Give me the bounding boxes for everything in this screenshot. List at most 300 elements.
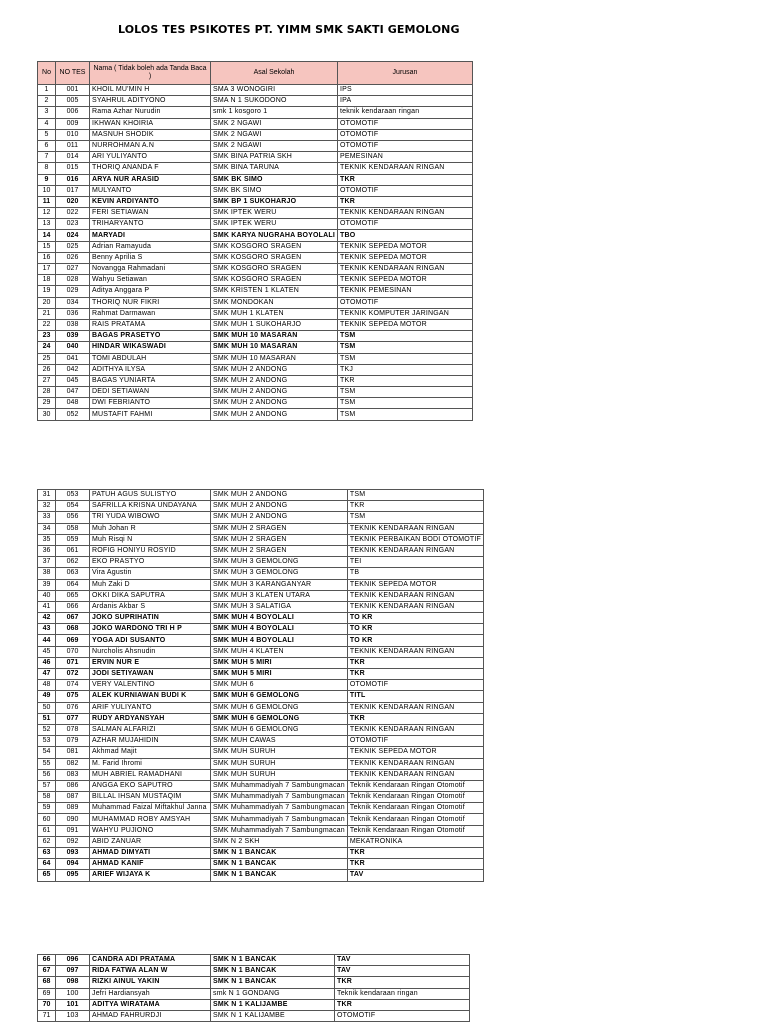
school-name: SMK 2 NGAWI <box>211 129 338 140</box>
row-number: 28 <box>38 387 56 398</box>
table-row <box>38 174 473 185</box>
test-number: 058 <box>56 523 90 534</box>
table-row <box>38 85 473 96</box>
test-number: 093 <box>56 848 90 859</box>
row-number: 24 <box>38 342 56 353</box>
participant-name: Muhammad Faizal Miftakhul Janna <box>90 803 211 814</box>
participant-name: DWI FEBRIANTO <box>90 398 211 409</box>
row-number: 47 <box>38 669 56 680</box>
table-row <box>38 523 484 534</box>
school-name: smk 1 kosgoro 1 <box>211 107 338 118</box>
row-number: 15 <box>38 241 56 252</box>
major-name: OTOMOTIF <box>347 736 483 747</box>
table-row <box>38 680 484 691</box>
test-number: 052 <box>56 409 90 420</box>
row-number: 25 <box>38 353 56 364</box>
participant-name: ARIF YULIYANTO <box>90 702 211 713</box>
participant-name: TRI YUDA WIBOWO <box>90 512 211 523</box>
participant-name: MARYADI <box>90 230 211 241</box>
participant-name: JODI SETIYAWAN <box>90 669 211 680</box>
participant-name: Vira Agustin <box>90 568 211 579</box>
table-row <box>38 635 484 646</box>
major-name: TEKNIK SEPEDA MOTOR <box>347 579 483 590</box>
school-name: SMK N 1 KALIJAMBE <box>211 999 335 1010</box>
row-number: 66 <box>38 955 56 966</box>
major-name: TKR <box>347 669 483 680</box>
row-number: 34 <box>38 523 56 534</box>
participant-name: AHMAD DIMYATI <box>90 848 211 859</box>
test-number: 075 <box>56 691 90 702</box>
major-name: IPS <box>338 85 473 96</box>
table-row <box>38 624 484 635</box>
major-name: OTOMOTIF <box>338 140 473 151</box>
table-row <box>38 118 473 129</box>
table-row <box>38 825 484 836</box>
major-name: TKR <box>347 713 483 724</box>
participant-name: Aditya Anggara P <box>90 286 211 297</box>
school-name: SMK MUH 4 BOYOLALI <box>211 635 348 646</box>
row-number: 65 <box>38 870 56 881</box>
table-row <box>38 579 484 590</box>
participant-name: Muh Risqi N <box>90 534 211 545</box>
major-name: TKR <box>347 657 483 668</box>
school-name: SMK MUH 3 GEMOLONG <box>211 557 348 568</box>
table-row <box>38 590 484 601</box>
table-row <box>38 988 470 999</box>
row-number: 23 <box>38 331 56 342</box>
row-number: 56 <box>38 769 56 780</box>
row-number: 50 <box>38 702 56 713</box>
participant-name: AHMAD KANIF <box>90 859 211 870</box>
test-number: 039 <box>56 331 90 342</box>
participant-name: YOGA ADI SUSANTO <box>90 635 211 646</box>
row-number: 37 <box>38 557 56 568</box>
test-number: 074 <box>56 680 90 691</box>
header-no: No <box>38 62 56 85</box>
participant-name: Novangga Rahmadani <box>90 264 211 275</box>
major-name: TEKNIK KENDARAAN RINGAN <box>347 590 483 601</box>
row-number: 8 <box>38 163 56 174</box>
test-number: 086 <box>56 780 90 791</box>
row-number: 19 <box>38 286 56 297</box>
major-name: TAV <box>335 955 470 966</box>
major-name: TEKNIK KOMPUTER JARINGAN <box>338 308 473 319</box>
test-number: 036 <box>56 308 90 319</box>
test-number: 095 <box>56 870 90 881</box>
participant-name: RUDY ARDYANSYAH <box>90 713 211 724</box>
participant-name: SAFRILLA KRISNA UNDAYANA <box>90 501 211 512</box>
major-name: OTOMOTIF <box>335 1010 470 1021</box>
school-name: SMK MUH 2 ANDONG <box>211 409 338 420</box>
row-number: 20 <box>38 297 56 308</box>
school-name: SMA N 1 SUKODONO <box>211 96 338 107</box>
row-number: 38 <box>38 568 56 579</box>
table-row <box>38 613 484 624</box>
test-number: 078 <box>56 724 90 735</box>
test-number: 090 <box>56 814 90 825</box>
table-row <box>38 999 470 1010</box>
results-table-2 <box>37 489 484 882</box>
school-name: SMK IPTEK WERU <box>211 208 338 219</box>
table-row <box>38 966 470 977</box>
test-number: 038 <box>56 319 90 330</box>
participant-name: NURROHMAN A.N <box>90 140 211 151</box>
school-name: SMK MUH 2 ANDONG <box>211 375 338 386</box>
test-number: 067 <box>56 613 90 624</box>
major-name: TKR <box>347 859 483 870</box>
row-number: 42 <box>38 613 56 624</box>
table-row <box>38 96 473 107</box>
major-name: TKR <box>335 999 470 1010</box>
table-row <box>38 657 484 668</box>
participant-name: Muh Johan R <box>90 523 211 534</box>
major-name: IPA <box>338 96 473 107</box>
participant-name: MULYANTO <box>90 185 211 196</box>
test-number: 100 <box>56 988 90 999</box>
test-number: 069 <box>56 635 90 646</box>
school-name: SMK MUH 6 GEMOLONG <box>211 702 348 713</box>
table-row <box>38 568 484 579</box>
participant-name: Akhmad Majit <box>90 747 211 758</box>
major-name: TAV <box>335 966 470 977</box>
table-row <box>38 208 473 219</box>
test-number: 081 <box>56 747 90 758</box>
participant-name: ARYA NUR ARASID <box>90 174 211 185</box>
table-row <box>38 353 473 364</box>
row-number: 30 <box>38 409 56 420</box>
test-number: 041 <box>56 353 90 364</box>
major-name: TSM <box>338 353 473 364</box>
major-name: TEKNIK KENDARAAN RINGAN <box>338 163 473 174</box>
major-name: TKR <box>347 848 483 859</box>
participant-name: Wahyu Setiawan <box>90 275 211 286</box>
table-row <box>38 769 484 780</box>
row-number: 3 <box>38 107 56 118</box>
test-number: 015 <box>56 163 90 174</box>
test-number: 042 <box>56 364 90 375</box>
major-name: TEKNIK KENDARAAN RINGAN <box>347 523 483 534</box>
major-name: OTOMOTIF <box>338 129 473 140</box>
major-name: TEKNIK SEPEDA MOTOR <box>338 275 473 286</box>
participant-name: MUSTAFIT FAHMI <box>90 409 211 420</box>
school-name: SMK MUH 5 MIRI <box>211 669 348 680</box>
row-number: 22 <box>38 319 56 330</box>
participant-name: ADITYA WIRATAMA <box>90 999 211 1010</box>
participant-name: ARI YULIYANTO <box>90 152 211 163</box>
school-name: SMK MUH 6 GEMOLONG <box>211 713 348 724</box>
row-number: 46 <box>38 657 56 668</box>
row-number: 31 <box>38 490 56 501</box>
school-name: SMK KOSGORO SRAGEN <box>211 275 338 286</box>
table-row <box>38 724 484 735</box>
school-name: SMK MUH SURUH <box>211 769 348 780</box>
row-number: 70 <box>38 999 56 1010</box>
test-number: 059 <box>56 534 90 545</box>
table-row <box>38 331 473 342</box>
row-number: 17 <box>38 264 56 275</box>
school-name: SMK MUH 3 KLATEN UTARA <box>211 590 348 601</box>
table-row <box>38 814 484 825</box>
major-name: TKR <box>338 196 473 207</box>
test-number: 034 <box>56 297 90 308</box>
test-number: 026 <box>56 252 90 263</box>
school-name: SMK MUH 6 GEMOLONG <box>211 724 348 735</box>
table-row <box>38 286 473 297</box>
participant-name: KEVIN ARDIYANTO <box>90 196 211 207</box>
major-name: Teknik kendaraan ringan <box>335 988 470 999</box>
row-number: 45 <box>38 646 56 657</box>
row-number: 6 <box>38 140 56 151</box>
table-row <box>38 545 484 556</box>
participant-name: RIDA FATWA ALAN W <box>90 966 211 977</box>
test-number: 023 <box>56 219 90 230</box>
table-row <box>38 736 484 747</box>
school-name: SMK MUH 2 ANDONG <box>211 490 348 501</box>
major-name: TEKNIK SEPEDA MOTOR <box>338 319 473 330</box>
table-row <box>38 758 484 769</box>
row-number: 63 <box>38 848 56 859</box>
test-number: 048 <box>56 398 90 409</box>
participant-name: Rahmat Darmawan <box>90 308 211 319</box>
participant-name: TOMI ABDULAH <box>90 353 211 364</box>
participant-name: RIZKI AINUL YAKIN <box>90 977 211 988</box>
major-name: Teknik Kendaraan Ringan Otomotif <box>347 792 483 803</box>
row-number: 64 <box>38 859 56 870</box>
major-name: TEKNIK KENDARAAN RINGAN <box>347 769 483 780</box>
major-name: TEKNIK SEPEDA MOTOR <box>347 747 483 758</box>
table-row <box>38 490 484 501</box>
school-name: SMK IPTEK WERU <box>211 219 338 230</box>
school-name: SMK Muhammadiyah 7 Sambungmacan <box>211 792 348 803</box>
table-row <box>38 364 473 375</box>
major-name: TSM <box>347 512 483 523</box>
participant-name: HINDAR WIKASWADI <box>90 342 211 353</box>
major-name: OTOMOTIF <box>338 219 473 230</box>
major-name: TEKNIK SEPEDA MOTOR <box>338 252 473 263</box>
school-name: SMK 2 NGAWI <box>211 118 338 129</box>
major-name: Teknik Kendaraan Ringan Otomotif <box>347 803 483 814</box>
participant-name: PATUH AGUS SULISTYO <box>90 490 211 501</box>
row-number: 49 <box>38 691 56 702</box>
school-name: SMK N 1 KALIJAMBE <box>211 1010 335 1021</box>
participant-name: BAGAS YUNIARTA <box>90 375 211 386</box>
school-name: SMK MONDOKAN <box>211 297 338 308</box>
school-name: SMK MUH 1 SUKOHARJO <box>211 319 338 330</box>
table-row <box>38 691 484 702</box>
test-number: 079 <box>56 736 90 747</box>
test-number: 053 <box>56 490 90 501</box>
table-row <box>38 196 473 207</box>
school-name: SMK KOSGORO SRAGEN <box>211 264 338 275</box>
row-number: 60 <box>38 814 56 825</box>
major-name: TEKNIK PERBAIKAN BODI OTOMOTIF <box>347 534 483 545</box>
participant-name: Nurcholis Ahsnudin <box>90 646 211 657</box>
table-row <box>38 792 484 803</box>
table-row <box>38 702 484 713</box>
participant-name: FERI SETIAWAN <box>90 208 211 219</box>
test-number: 056 <box>56 512 90 523</box>
table-row <box>38 977 470 988</box>
test-number: 047 <box>56 387 90 398</box>
table-row <box>38 859 484 870</box>
table-row <box>38 409 473 420</box>
school-name: SMK MUH 2 SRAGEN <box>211 523 348 534</box>
test-number: 017 <box>56 185 90 196</box>
test-number: 006 <box>56 107 90 118</box>
major-name: TEKNIK KENDARAAN RINGAN <box>338 264 473 275</box>
participant-name: WAHYU PUJIONO <box>90 825 211 836</box>
major-name: teknik kendaraan ringan <box>338 107 473 118</box>
participant-name: EKO PRASTYO <box>90 557 211 568</box>
school-name: SMK 2 NGAWI <box>211 140 338 151</box>
test-number: 010 <box>56 129 90 140</box>
test-number: 071 <box>56 657 90 668</box>
participant-name: ABID ZANUAR <box>90 836 211 847</box>
participant-name: Rama Azhar Nurudin <box>90 107 211 118</box>
major-name: TEKNIK KENDARAAN RINGAN <box>347 601 483 612</box>
participant-name: VERY VALENTINO <box>90 680 211 691</box>
school-name: SMA 3 WONOGIRI <box>211 85 338 96</box>
participant-name: MUHAMMAD ROBY AMSYAH <box>90 814 211 825</box>
row-number: 7 <box>38 152 56 163</box>
row-number: 55 <box>38 758 56 769</box>
table-row <box>38 163 473 174</box>
results-table-3 <box>37 954 470 1022</box>
school-name: SMK MUH 1 KLATEN <box>211 308 338 319</box>
major-name: TO KR <box>347 624 483 635</box>
test-number: 045 <box>56 375 90 386</box>
test-number: 066 <box>56 601 90 612</box>
major-name: TEKNIK SEPEDA MOTOR <box>338 241 473 252</box>
school-name: SMK MUH 3 GEMOLONG <box>211 568 348 579</box>
participant-name: JOKO SUPRIHATIN <box>90 613 211 624</box>
school-name: SMK MUH 4 BOYOLALI <box>211 624 348 635</box>
row-number: 4 <box>38 118 56 129</box>
test-number: 083 <box>56 769 90 780</box>
table-header-row <box>38 62 473 85</box>
school-name: smk N 1 GONDANG <box>211 988 335 999</box>
school-name: SMK BP 1 SUKOHARJO <box>211 196 338 207</box>
row-number: 32 <box>38 501 56 512</box>
major-name: Teknik Kendaraan Ringan Otomotif <box>347 780 483 791</box>
school-name: SMK MUH 4 KLATEN <box>211 646 348 657</box>
table-row <box>38 501 484 512</box>
row-number: 36 <box>38 545 56 556</box>
major-name: TB <box>347 568 483 579</box>
row-number: 14 <box>38 230 56 241</box>
major-name: TEKNIK KENDARAAN RINGAN <box>347 646 483 657</box>
row-number: 5 <box>38 129 56 140</box>
table-row <box>38 780 484 791</box>
row-number: 52 <box>38 724 56 735</box>
school-name: SMK KOSGORO SRAGEN <box>211 241 338 252</box>
school-name: SMK MUH 3 KARANGANYAR <box>211 579 348 590</box>
major-name: TKR <box>338 174 473 185</box>
school-name: SMK MUH 2 ANDONG <box>211 364 338 375</box>
table-row <box>38 129 473 140</box>
major-name: TEKNIK PEMESINAN <box>338 286 473 297</box>
major-name: TO KR <box>347 613 483 624</box>
results-table-1 <box>37 61 473 421</box>
major-name: TSM <box>338 331 473 342</box>
school-name: SMK BK SIMO <box>211 185 338 196</box>
school-name: SMK MUH CAWAS <box>211 736 348 747</box>
page-title: LOLOS TES PSIKOTES PT. YIMM SMK SAKTI GEMOLONG <box>118 23 460 36</box>
row-number: 62 <box>38 836 56 847</box>
major-name: TSM <box>338 398 473 409</box>
table-row <box>38 264 473 275</box>
test-number: 087 <box>56 792 90 803</box>
test-number: 014 <box>56 152 90 163</box>
school-name: SMK MUH 6 GEMOLONG <box>211 691 348 702</box>
row-number: 1 <box>38 85 56 96</box>
table-row <box>38 557 484 568</box>
row-number: 67 <box>38 966 56 977</box>
major-name: OTOMOTIF <box>347 680 483 691</box>
major-name: TO KR <box>347 635 483 646</box>
test-number: 027 <box>56 264 90 275</box>
row-number: 68 <box>38 977 56 988</box>
participant-name: AZHAR MUJAHIDIN <box>90 736 211 747</box>
table-row <box>38 713 484 724</box>
major-name: MEKATRONIKA <box>347 836 483 847</box>
test-number: 089 <box>56 803 90 814</box>
row-number: 53 <box>38 736 56 747</box>
major-name: TEKNIK KENDARAAN RINGAN <box>338 208 473 219</box>
table-row <box>38 275 473 286</box>
major-name: TAV <box>347 870 483 881</box>
participant-name: ARIEF WIJAYA K <box>90 870 211 881</box>
school-name: SMK MUH 10 MASARAN <box>211 342 338 353</box>
participant-name: KHOIL MU'MIN H <box>90 85 211 96</box>
row-number: 21 <box>38 308 56 319</box>
row-number: 33 <box>38 512 56 523</box>
major-name: TEI <box>347 557 483 568</box>
test-number: 063 <box>56 568 90 579</box>
participant-name: M. Farid Ihromi <box>90 758 211 769</box>
school-name: SMK Muhammadiyah 7 Sambungmacan <box>211 825 348 836</box>
row-number: 48 <box>38 680 56 691</box>
row-number: 11 <box>38 196 56 207</box>
row-number: 61 <box>38 825 56 836</box>
test-number: 061 <box>56 545 90 556</box>
participant-name: TRIHARYANTO <box>90 219 211 230</box>
row-number: 35 <box>38 534 56 545</box>
major-name: Teknik Kendaraan Ringan Otomotif <box>347 825 483 836</box>
table-row <box>38 297 473 308</box>
school-name: SMK N 1 BANCAK <box>211 859 348 870</box>
row-number: 44 <box>38 635 56 646</box>
school-name: SMK N 1 BANCAK <box>211 870 348 881</box>
table-row <box>38 848 484 859</box>
school-name: SMK N 1 BANCAK <box>211 977 335 988</box>
school-name: SMK N 1 BANCAK <box>211 955 335 966</box>
table-row <box>38 387 473 398</box>
test-number: 077 <box>56 713 90 724</box>
school-name: SMK KARYA NUGRAHA BOYOLALI <box>211 230 338 241</box>
participant-name: Ardanis Akbar S <box>90 601 211 612</box>
row-number: 29 <box>38 398 56 409</box>
school-name: SMK BK SIMO <box>211 174 338 185</box>
test-number: 062 <box>56 557 90 568</box>
table-row <box>38 1010 470 1021</box>
table-row <box>38 319 473 330</box>
test-number: 065 <box>56 590 90 601</box>
participant-name: DEDI SETIAWAN <box>90 387 211 398</box>
test-number: 054 <box>56 501 90 512</box>
test-number: 098 <box>56 977 90 988</box>
table-row <box>38 219 473 230</box>
